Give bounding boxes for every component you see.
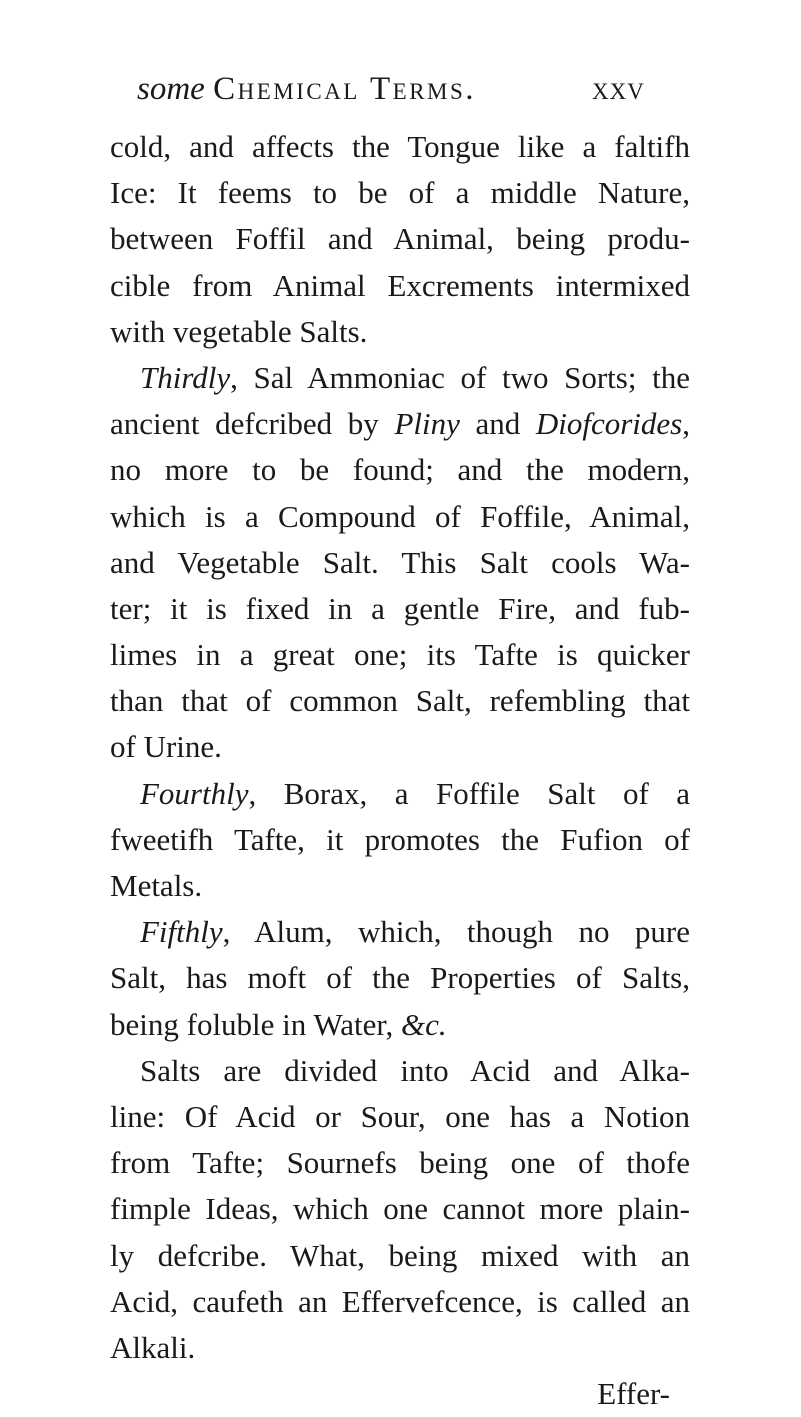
paragraph-fourthly <box>110 771 690 817</box>
page-body <box>110 124 690 1417</box>
text-run: ancient defcribed by <box>110 406 395 442</box>
text-line: and Vegetable Salt. This Salt cools Wa- <box>110 544 690 580</box>
italic-name: Diofcorides <box>535 406 683 442</box>
italic-name: Pliny <box>394 406 460 442</box>
header-title: Chemical Terms. <box>213 71 477 107</box>
text-line <box>110 401 690 447</box>
catchword: Effer- <box>597 1376 670 1412</box>
text-line: Ice: It feems to be of a middle Nature, <box>110 175 690 211</box>
text-line: with vegetable Salts. <box>110 313 368 349</box>
text-line: cold, and affects the Tongue like a faltifh <box>110 129 690 164</box>
text-run: being foluble in Water, <box>110 1006 401 1042</box>
text-line: line: Of Acid or Sour, one has a Notion <box>110 1098 690 1134</box>
page-number: xxv <box>592 71 645 107</box>
paragraph-thirdly <box>110 355 690 401</box>
text-run: , Sal Ammoniac of two Sorts; the <box>230 359 690 395</box>
text-line: Acid, caufeth an Effervefcence, is called an <box>110 1283 690 1319</box>
text-line: between Foffil and Animal, being produ- <box>110 221 690 257</box>
text-line: Metals. <box>110 868 203 903</box>
italic-term: Fifthly <box>140 914 223 950</box>
italic-term: Fourthly <box>140 775 249 811</box>
italic-term: Thirdly <box>140 359 231 395</box>
text-line: limes in a great one; its Tafte is quicker <box>110 637 690 673</box>
italic-abbrev: &c. <box>400 1006 447 1042</box>
text-line: ly defcribe. What, being mixed with an <box>110 1237 690 1273</box>
text-line: than that of common Salt, refembling that <box>110 683 690 719</box>
text-line: of Urine. <box>110 729 222 765</box>
paragraph-salts: Salts are divided into Acid and Alka- <box>140 1052 690 1088</box>
text-line: which is a Compound of Foffile, Animal, <box>110 498 690 534</box>
text-line: Alkali. <box>110 1329 196 1365</box>
text-line: fweetifh Tafte, it promotes the Fufion of <box>110 821 690 857</box>
text-line: Salt, has moft of the Properties of Salts, <box>110 960 690 996</box>
text-run: , <box>682 406 690 442</box>
text-run: and <box>459 406 536 442</box>
text-line <box>110 1002 690 1048</box>
text-line: ter; it is fixed in a gentle Fire, and fub- <box>110 590 690 626</box>
text-run: , Borax, a Foffile Salt of a <box>248 775 690 811</box>
text-line: from Tafte; Sournefs being one of thofe <box>110 1145 690 1181</box>
text-line: fimple Ideas, which one cannot more plain- <box>110 1191 690 1227</box>
text-run: , Alum, which, though no pure <box>222 914 690 950</box>
text-line: no more to be found; and the modern, <box>110 452 690 488</box>
header-prefix: some <box>137 71 205 107</box>
running-header <box>137 66 657 112</box>
text-line: cible from Animal Excrements intermixed <box>110 267 690 303</box>
paragraph-fifthly <box>110 909 690 955</box>
